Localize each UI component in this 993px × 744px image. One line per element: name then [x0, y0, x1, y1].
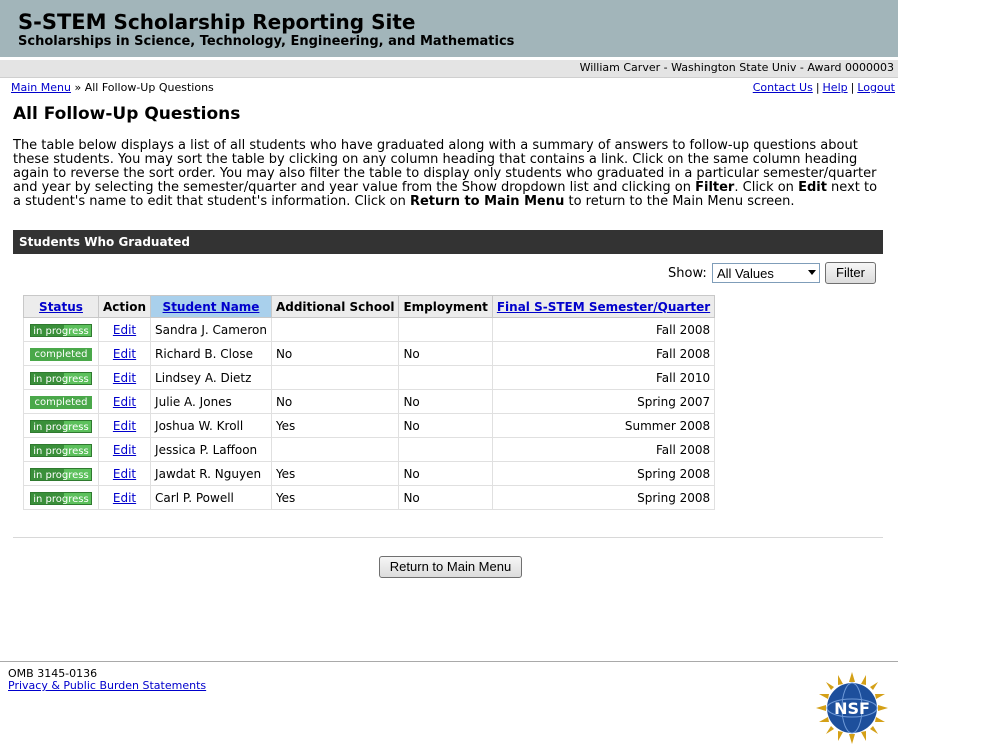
final-semester-cell: Fall 2008 — [492, 438, 714, 462]
status-cell — [24, 486, 99, 510]
page-title: All Follow-Up Questions — [13, 104, 241, 124]
action-cell — [99, 318, 151, 342]
student-name-cell: Sandra J. Cameron — [151, 318, 272, 342]
action-cell — [99, 366, 151, 390]
employment-cell: No — [399, 414, 492, 438]
section-title: Students Who Graduated — [19, 235, 191, 249]
table-row — [24, 414, 715, 438]
edit-link[interactable]: Edit — [112, 346, 137, 361]
divider — [13, 537, 883, 538]
final-semester-header[interactable] — [492, 296, 714, 318]
section-header — [13, 230, 883, 254]
status-badge: in progress — [30, 372, 92, 385]
top-links — [753, 81, 895, 94]
intro-bold-return: Return to Main Menu — [409, 194, 565, 209]
action-cell — [99, 390, 151, 414]
edit-link[interactable]: Edit — [112, 370, 137, 385]
student-name-cell: Jessica P. Laffoon — [151, 438, 272, 462]
final-semester-cell: Fall 2008 — [492, 342, 714, 366]
employment-cell: No — [399, 390, 492, 414]
table-row — [24, 366, 715, 390]
status-cell — [24, 414, 99, 438]
edit-link[interactable]: Edit — [112, 490, 137, 505]
site-title-rest: Scholarship Reporting Site — [113, 10, 416, 34]
show-dropdown[interactable] — [712, 263, 820, 283]
help-link[interactable]: Help — [822, 81, 848, 94]
site-subtitle: Scholarships in Science, Technology, Engineering, and Mathematics — [18, 34, 515, 49]
status-header[interactable] — [24, 296, 99, 318]
student-name-cell: Lindsey A. Dietz — [151, 366, 272, 390]
contact-us-link[interactable]: Contact Us — [752, 81, 813, 94]
edit-link[interactable]: Edit — [112, 466, 137, 481]
table-row — [24, 342, 715, 366]
intro-text: next to a student's name to edit that student's information. Click on — [13, 180, 878, 209]
status-badge: in progress — [30, 444, 92, 457]
intro-text: . Click on — [734, 180, 799, 195]
status-cell — [24, 342, 99, 366]
action-cell — [99, 438, 151, 462]
status-cell — [24, 366, 99, 390]
return-to-main-menu-button[interactable]: Return to Main Menu — [379, 556, 522, 578]
additional-school-cell: Yes — [271, 462, 399, 486]
site-header — [0, 0, 898, 57]
table-header-row — [24, 296, 715, 318]
user-bar — [0, 60, 898, 78]
intro-bold-edit: Edit — [798, 180, 827, 195]
edit-link[interactable]: Edit — [112, 418, 137, 433]
employment-cell: No — [399, 342, 492, 366]
table-row — [24, 486, 715, 510]
omb-number: OMB 3145-0136 — [8, 667, 98, 680]
table-body — [24, 318, 715, 510]
additional-school-cell: No — [271, 342, 399, 366]
table-row — [24, 318, 715, 342]
student-name-cell: Richard B. Close — [151, 342, 272, 366]
status-badge: in progress — [30, 468, 92, 481]
table-row — [24, 462, 715, 486]
employment-cell — [399, 438, 492, 462]
edit-link[interactable]: Edit — [112, 322, 137, 337]
privacy-link[interactable]: Privacy & Public Burden Statements — [8, 679, 207, 692]
additional-school-cell: Yes — [271, 414, 399, 438]
show-dropdown-value: All Values — [717, 266, 774, 281]
status-badge: completed — [30, 396, 92, 409]
sort-final-semester-link[interactable]: Final S-STEM Semester/Quarter — [496, 299, 711, 314]
final-semester-cell: Spring 2008 — [492, 462, 714, 486]
logout-link[interactable]: Logout — [857, 81, 895, 94]
intro-paragraph — [13, 139, 883, 209]
student-name-header[interactable] — [151, 296, 272, 318]
user-info: William Carver - Washington State Univ - Award 0000003 — [579, 61, 894, 74]
employment-cell: No — [399, 462, 492, 486]
sort-status-link[interactable]: Status — [39, 299, 83, 314]
action-cell — [99, 342, 151, 366]
final-semester-cell: Summer 2008 — [492, 414, 714, 438]
filter-button[interactable]: Filter — [825, 262, 876, 284]
action-header: Action — [99, 296, 151, 318]
employment-cell — [399, 366, 492, 390]
nsf-logo-icon — [816, 672, 888, 744]
site-brand: S-STEM — [18, 10, 107, 34]
chevron-down-icon — [808, 270, 816, 275]
link-separator: | — [815, 81, 820, 94]
sort-student-name-link[interactable]: Student Name — [162, 299, 260, 314]
additional-school-cell: Yes — [271, 486, 399, 510]
status-cell — [24, 390, 99, 414]
edit-link[interactable]: Edit — [112, 394, 137, 409]
final-semester-cell: Spring 2007 — [492, 390, 714, 414]
students-table — [23, 295, 715, 510]
student-name-cell: Julie A. Jones — [151, 390, 272, 414]
table-row — [24, 390, 715, 414]
status-cell — [24, 438, 99, 462]
final-semester-cell: Fall 2010 — [492, 366, 714, 390]
edit-link[interactable]: Edit — [112, 442, 137, 457]
final-semester-cell: Fall 2008 — [492, 318, 714, 342]
action-cell — [99, 486, 151, 510]
additional-school-header: Additional School — [271, 296, 399, 318]
employment-cell — [399, 318, 492, 342]
status-badge: in progress — [30, 420, 92, 433]
breadcrumb-separator: » — [74, 81, 82, 94]
site-title — [18, 10, 415, 34]
breadcrumb-current: All Follow-Up Questions — [84, 81, 214, 94]
additional-school-cell — [271, 318, 399, 342]
student-name-cell: Carl P. Powell — [151, 486, 272, 510]
link-separator: | — [850, 81, 855, 94]
table-row — [24, 438, 715, 462]
action-cell — [99, 462, 151, 486]
intro-text: The table below displays a list of all students who have graduated along with a summary of answers to follow-up questions about these students. You may sort the table by clicking on any column heading that contains a link. Click on the same column heading again to reverse the sort order. You may also filter the table to display only students who graduated in a particular semester/quarter and year by selecting the semester/quarter and year value from the Show dropdown list and clicking on — [13, 138, 877, 195]
breadcrumb-main-menu-link[interactable]: Main Menu — [11, 81, 71, 94]
student-name-cell: Joshua W. Kroll — [151, 414, 272, 438]
intro-text: to return to the Main Menu screen. — [564, 194, 795, 209]
employment-header: Employment — [399, 296, 492, 318]
nsf-logo-text: NSF — [834, 699, 870, 718]
status-badge: in progress — [30, 492, 92, 505]
show-label: Show: — [668, 266, 707, 281]
student-name-cell: Jawdat R. Nguyen — [151, 462, 272, 486]
additional-school-cell: No — [271, 390, 399, 414]
additional-school-cell — [271, 438, 399, 462]
status-cell — [24, 318, 99, 342]
footer-divider — [0, 661, 898, 662]
additional-school-cell — [271, 366, 399, 390]
status-badge: completed — [30, 348, 92, 361]
status-cell — [24, 462, 99, 486]
status-badge: in progress — [30, 324, 92, 337]
action-cell — [99, 414, 151, 438]
final-semester-cell: Spring 2008 — [492, 486, 714, 510]
employment-cell: No — [399, 486, 492, 510]
breadcrumb — [11, 81, 214, 94]
intro-bold-filter: Filter — [695, 180, 735, 195]
